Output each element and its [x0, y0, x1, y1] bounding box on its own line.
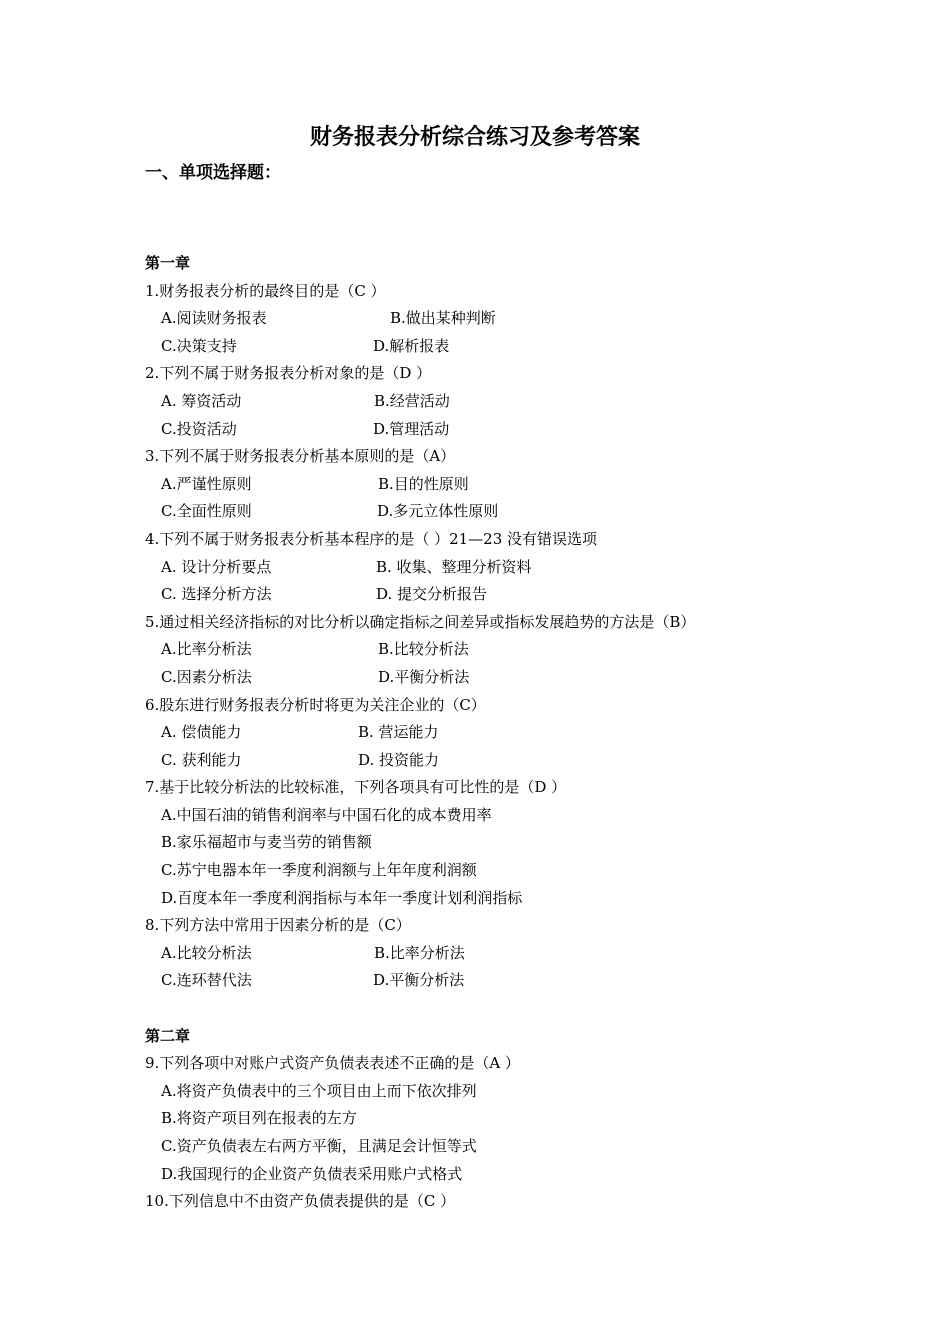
option-row	[145, 940, 825, 968]
option-c: C.因素分析法	[161, 667, 252, 686]
option-a: A.阅读财务报表	[161, 309, 267, 328]
option-b: B. 营运能力	[358, 723, 439, 742]
question-text: 10.下列信息中不由资产负债表提供的是（C ）	[145, 1192, 456, 1211]
option-c: C.资产负债表左右两方平衡，且满足会计恒等式	[161, 1137, 477, 1155]
option-a: A.比较分析法	[161, 943, 252, 962]
option-row	[145, 416, 825, 444]
option-a: A.中国石油的销售利润率与中国石化的成本费用率	[161, 805, 492, 824]
option-d: D.多元立体性原则	[377, 502, 499, 521]
option-row	[145, 305, 825, 333]
option-c: C.全面性原则	[161, 502, 252, 521]
question-text: 1.财务报表分析的最终目的是（C ）	[145, 281, 386, 300]
option-row	[145, 664, 825, 692]
document-body	[145, 250, 825, 1216]
option-c: C.连环替代法	[161, 971, 252, 990]
question-text: 4.下列不属于财务报表分析基本程序的是（ ）21—23 没有错误选项	[145, 529, 598, 548]
option-c: C.投资活动	[161, 419, 237, 438]
option-a: A. 筹资活动	[161, 391, 242, 410]
spacer	[145, 995, 825, 1023]
option-d: D.管理活动	[373, 419, 450, 438]
option-c: C. 选择分析方法	[161, 585, 272, 604]
question-text: 5.通过相关经济指标的对比分析以确定指标之间差异或指标发展趋势的方法是（B）	[145, 612, 696, 631]
document-title: 财务报表分析综合练习及参考答案	[309, 124, 640, 150]
question-text: 8.下列方法中常用于因素分析的是（C）	[145, 916, 411, 935]
option-row	[145, 747, 825, 775]
option-a: A. 设计分析要点	[161, 557, 272, 576]
option-b: B. 收集、整理分析资料	[376, 557, 532, 576]
option-row	[145, 471, 825, 499]
option-row	[145, 333, 825, 361]
option-row	[145, 719, 825, 747]
option-d: D. 投资能力	[358, 750, 440, 769]
option-c: C.决策支持	[161, 336, 237, 355]
option-row	[145, 581, 825, 609]
option-a: A.严谨性原则	[161, 474, 252, 493]
option-b: B.将资产项目列在报表的左方	[161, 1109, 357, 1128]
option-a: A.比率分析法	[161, 640, 252, 659]
option-c: C. 获利能力	[161, 750, 242, 769]
option-a: A. 偿债能力	[161, 723, 242, 742]
option-c: C.苏宁电器本年一季度利润额与上年年度利润额	[161, 861, 477, 880]
option-row	[145, 554, 825, 582]
option-d: D.解析报表	[373, 336, 450, 355]
option-row	[145, 498, 825, 526]
option-d: D. 提交分析报告	[376, 585, 488, 604]
question-text: 9.下列各项中对账户式资产负债表表述不正确的是（A ）	[145, 1054, 520, 1073]
option-row	[145, 636, 825, 664]
option-a: A.将资产负债表中的三个项目由上而下依次排列	[161, 1081, 477, 1100]
option-d: D.平衡分析法	[378, 667, 470, 686]
question-text: 7.基于比较分析法的比较标准，下列各项具有可比性的是（D ）	[145, 778, 567, 797]
chapter-title: 第二章	[145, 1026, 191, 1045]
option-b: B.比率分析法	[374, 943, 465, 962]
chapter-title: 第一章	[145, 254, 191, 272]
option-d: D.平衡分析法	[373, 971, 465, 990]
question-text: 2.下列不属于财务报表分析对象的是（D ）	[145, 364, 432, 383]
question-text: 3.下列不属于财务报表分析基本原则的是（A）	[145, 447, 456, 466]
option-b: B.做出某种判断	[390, 309, 496, 328]
option-row	[145, 967, 825, 995]
option-d: D.百度本年一季度利润指标与本年一季度计划利润指标	[161, 888, 523, 907]
option-d: D.我国现行的企业资产负债表采用账户式格式	[161, 1164, 463, 1183]
question-text: 6.股东进行财务报表分析时将更为关注企业的（C）	[145, 695, 486, 714]
option-b: B.目的性原则	[378, 474, 469, 493]
option-row	[145, 388, 825, 416]
section-heading: 一、单项选择题：	[145, 163, 281, 183]
option-b: B.家乐福超市与麦当劳的销售额	[161, 833, 372, 852]
option-b: B.比较分析法	[378, 640, 469, 659]
option-b: B.经营活动	[374, 391, 450, 410]
